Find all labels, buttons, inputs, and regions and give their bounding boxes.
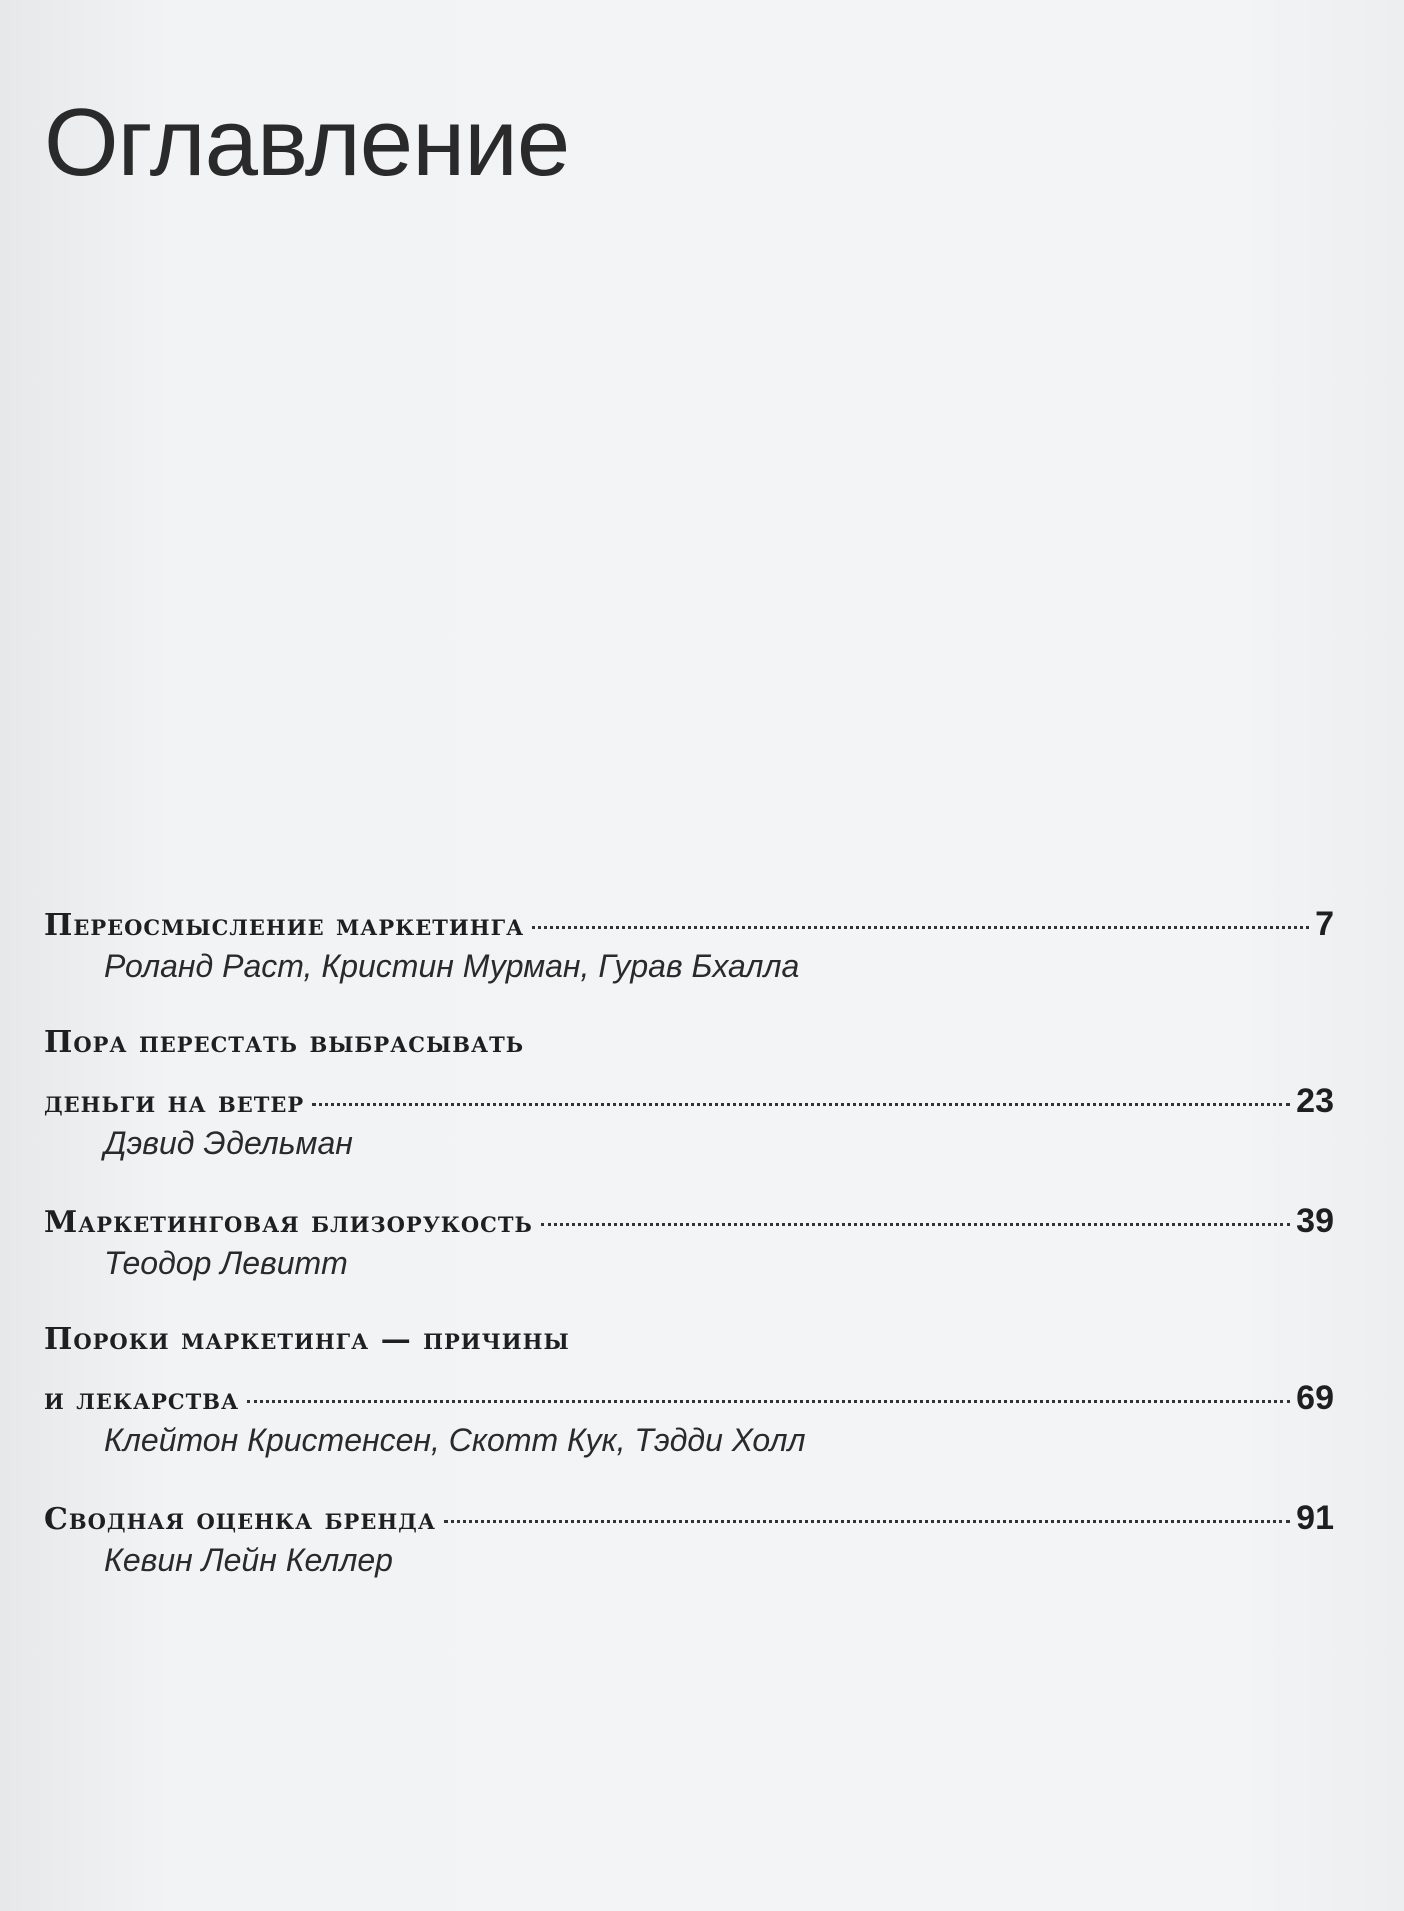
toc-entry-page: 23 (1296, 1082, 1334, 1120)
toc-entry-title-line (44, 1322, 1334, 1357)
toc-entry-page: 69 (1296, 1379, 1334, 1417)
toc-entry (44, 905, 1334, 985)
toc-entry-title-line (44, 1499, 1334, 1538)
toc-entry-title: Пора перестать выбрасывать (44, 1025, 525, 1060)
table-of-contents (44, 905, 1334, 1619)
toc-entry-title-line (44, 1202, 1334, 1241)
toc-entry-title-line (44, 1025, 1334, 1060)
toc-entry-title: и лекарства (44, 1382, 240, 1417)
page-title: Оглавление (44, 89, 570, 196)
toc-entry-title-line (44, 1082, 1334, 1121)
leader-dots (444, 1520, 1290, 1523)
leader-dots (312, 1103, 1290, 1106)
toc-entry-title: деньги на ветер (44, 1085, 305, 1120)
toc-entry-page: 91 (1296, 1499, 1334, 1537)
toc-entry-title-line (44, 905, 1334, 944)
toc-entry-title: Сводная оценка бренда (44, 1502, 436, 1537)
toc-entry-authors: Кевин Лейн Келлер (104, 1542, 393, 1578)
leader-dots (247, 1400, 1290, 1403)
toc-entry (44, 1202, 1334, 1282)
toc-entry-page: 7 (1315, 905, 1334, 943)
toc-entry-title: Пороки маркетинга — причины (44, 1322, 570, 1357)
leader-dots (541, 1223, 1290, 1226)
toc-entry-authors: Роланд Раст, Кристин Мурман, Гурав Бхалла (104, 948, 800, 984)
toc-entry-page: 39 (1296, 1202, 1334, 1240)
toc-entry-authors: Теодор Левитт (104, 1245, 348, 1281)
toc-entry-title: Маркетинговая близорукость (44, 1205, 533, 1240)
toc-entry (44, 1025, 1334, 1162)
leader-dots (532, 926, 1309, 929)
toc-entry-authors: Дэвид Эдельман (104, 1125, 353, 1161)
toc-entry-title: Переосмысление маркетинга (44, 908, 525, 943)
toc-entry (44, 1322, 1334, 1459)
toc-entry-title-line (44, 1379, 1334, 1418)
toc-entry (44, 1499, 1334, 1579)
toc-entry-authors: Клейтон Кристенсен, Скотт Кук, Тэдди Холл (104, 1422, 806, 1458)
